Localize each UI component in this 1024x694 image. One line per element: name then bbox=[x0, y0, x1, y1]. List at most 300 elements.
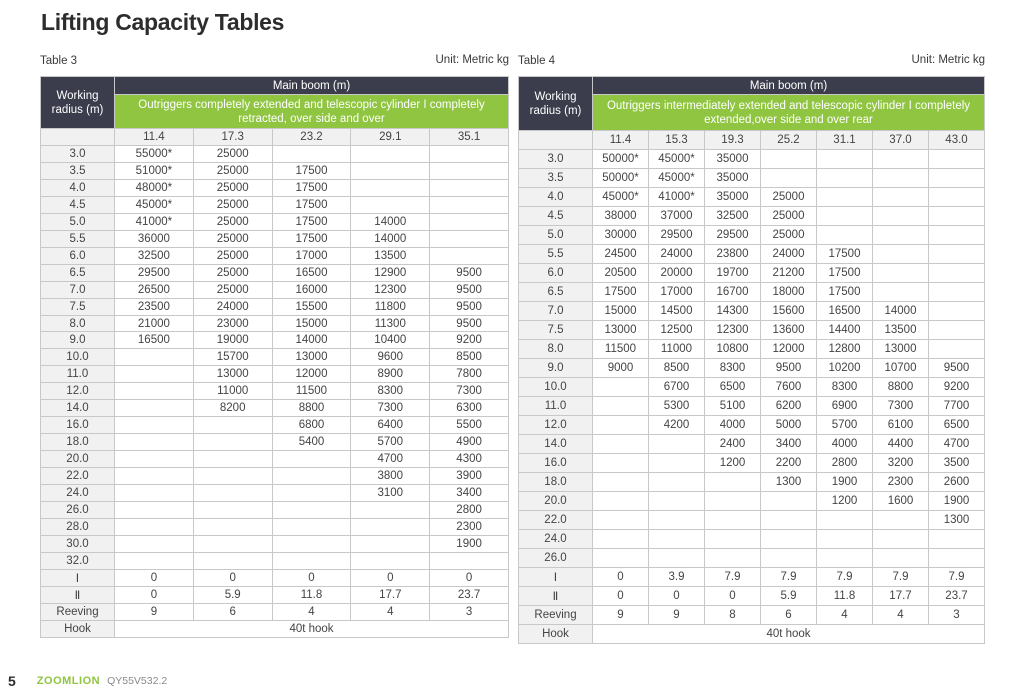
capacity-cell bbox=[272, 535, 351, 552]
table-row bbox=[519, 169, 985, 188]
footer-cell: 7.9 bbox=[817, 568, 873, 587]
boom-length-cell: 11.4 bbox=[115, 129, 194, 146]
capacity-cell: 36000 bbox=[115, 230, 194, 247]
capacity-cell: 18000 bbox=[761, 283, 817, 302]
capacity-cell bbox=[873, 245, 929, 264]
radius-cell: 11.0 bbox=[519, 397, 593, 416]
capacity-cell bbox=[761, 492, 817, 511]
capacity-cell: 15000 bbox=[272, 315, 351, 332]
table-row bbox=[41, 451, 509, 468]
footer-cell: 6 bbox=[761, 606, 817, 625]
table-3-unit: Unit: Metric kg bbox=[435, 54, 509, 66]
table-row bbox=[519, 511, 985, 530]
capacity-cell bbox=[115, 417, 194, 434]
capacity-cell bbox=[929, 530, 985, 549]
radius-cell: 3.0 bbox=[519, 150, 593, 169]
radius-cell: 10.0 bbox=[41, 349, 115, 366]
capacity-cell: 45000* bbox=[593, 188, 649, 207]
radius-cell: 7.5 bbox=[519, 321, 593, 340]
capacity-cell: 17500 bbox=[272, 179, 351, 196]
table-4-container bbox=[518, 54, 985, 644]
capacity-cell bbox=[115, 468, 194, 485]
radius-cell: 14.0 bbox=[41, 400, 115, 417]
capacity-cell bbox=[193, 451, 272, 468]
table-row bbox=[41, 213, 509, 230]
boom-length-cell: 19.3 bbox=[705, 131, 761, 150]
capacity-cell: 4700 bbox=[351, 451, 430, 468]
table-row bbox=[519, 188, 985, 207]
capacity-cell: 5700 bbox=[351, 434, 430, 451]
capacity-cell: 45000* bbox=[649, 150, 705, 169]
radius-cell: 24.0 bbox=[41, 485, 115, 502]
capacity-cell: 41000* bbox=[115, 213, 194, 230]
table-row bbox=[41, 502, 509, 519]
table-row bbox=[519, 435, 985, 454]
capacity-cell bbox=[351, 196, 430, 213]
radius-cell: 4.5 bbox=[41, 196, 115, 213]
table-row bbox=[41, 366, 509, 383]
capacity-cell bbox=[873, 188, 929, 207]
footer-cell: 11.8 bbox=[272, 586, 351, 603]
capacity-cell bbox=[929, 169, 985, 188]
table-row bbox=[519, 321, 985, 340]
capacity-cell bbox=[873, 511, 929, 530]
capacity-cell: 14400 bbox=[817, 321, 873, 340]
table-row bbox=[519, 283, 985, 302]
capacity-cell bbox=[272, 485, 351, 502]
capacity-cell bbox=[761, 150, 817, 169]
capacity-cell: 19000 bbox=[193, 332, 272, 349]
capacity-cell bbox=[351, 552, 430, 569]
capacity-cell: 9500 bbox=[430, 264, 509, 281]
radius-cell: 4.0 bbox=[519, 188, 593, 207]
footer-row bbox=[41, 569, 509, 586]
capacity-cell: 17500 bbox=[817, 264, 873, 283]
radius-cell: 18.0 bbox=[519, 473, 593, 492]
table-4-unit: Unit: Metric kg bbox=[911, 54, 985, 66]
capacity-cell: 7700 bbox=[929, 397, 985, 416]
capacity-cell bbox=[430, 230, 509, 247]
capacity-cell bbox=[193, 434, 272, 451]
capacity-cell bbox=[351, 179, 430, 196]
capacity-cell bbox=[272, 502, 351, 519]
capacity-cell: 16000 bbox=[272, 281, 351, 298]
radius-cell: 7.0 bbox=[519, 302, 593, 321]
capacity-cell: 32500 bbox=[705, 207, 761, 226]
capacity-cell bbox=[593, 511, 649, 530]
capacity-cell: 12800 bbox=[817, 340, 873, 359]
capacity-cell bbox=[430, 146, 509, 163]
capacity-cell: 15000 bbox=[593, 302, 649, 321]
capacity-cell: 5700 bbox=[817, 416, 873, 435]
capacity-cell: 30000 bbox=[593, 226, 649, 245]
capacity-cell bbox=[649, 492, 705, 511]
radius-cell: 4.0 bbox=[41, 179, 115, 196]
footer-cell: 0 bbox=[351, 569, 430, 586]
table-row bbox=[41, 518, 509, 535]
capacity-cell: 13500 bbox=[351, 247, 430, 264]
radius-cell: 6.5 bbox=[41, 264, 115, 281]
footer-cell: 0 bbox=[593, 587, 649, 606]
condition-header: Outriggers intermediately extended and telescopic cylinder I completely extended,over side and over rear bbox=[593, 95, 985, 131]
blank-cell bbox=[519, 131, 593, 150]
footer-row bbox=[41, 603, 509, 620]
capacity-cell bbox=[929, 283, 985, 302]
table-row bbox=[41, 535, 509, 552]
radius-cell: 8.0 bbox=[519, 340, 593, 359]
footer-row-label: Reeving bbox=[519, 606, 593, 625]
capacity-cell: 4400 bbox=[873, 435, 929, 454]
footer-cell: 9 bbox=[649, 606, 705, 625]
capacity-cell: 17000 bbox=[272, 247, 351, 264]
capacity-cell: 3500 bbox=[929, 454, 985, 473]
capacity-cell: 7300 bbox=[873, 397, 929, 416]
capacity-cell bbox=[873, 226, 929, 245]
footer-cell: 0 bbox=[593, 568, 649, 587]
footer-cell: 4 bbox=[272, 603, 351, 620]
capacity-cell: 24000 bbox=[761, 245, 817, 264]
radius-cell: 5.5 bbox=[519, 245, 593, 264]
capacity-cell bbox=[193, 468, 272, 485]
capacity-cell bbox=[272, 552, 351, 569]
boom-length-cell: 35.1 bbox=[430, 129, 509, 146]
footer-row bbox=[41, 586, 509, 603]
capacity-cell: 11300 bbox=[351, 315, 430, 332]
capacity-cell bbox=[649, 511, 705, 530]
capacity-cell: 8500 bbox=[649, 359, 705, 378]
capacity-cell: 25000 bbox=[193, 230, 272, 247]
capacity-cell: 55000* bbox=[115, 146, 194, 163]
capacity-cell bbox=[351, 162, 430, 179]
capacity-cell bbox=[351, 146, 430, 163]
table-row bbox=[519, 416, 985, 435]
capacity-cell bbox=[593, 397, 649, 416]
footer-row-label: Ⅱ bbox=[41, 586, 115, 603]
capacity-cell: 13000 bbox=[272, 349, 351, 366]
radius-cell: 6.5 bbox=[519, 283, 593, 302]
table-row bbox=[41, 434, 509, 451]
capacity-cell bbox=[351, 502, 430, 519]
capacity-cell: 7300 bbox=[430, 383, 509, 400]
capacity-cell bbox=[115, 552, 194, 569]
capacity-cell: 17500 bbox=[272, 196, 351, 213]
capacity-cell: 15500 bbox=[272, 298, 351, 315]
capacity-cell: 25000 bbox=[193, 196, 272, 213]
capacity-cell: 2400 bbox=[705, 435, 761, 454]
capacity-cell: 21200 bbox=[761, 264, 817, 283]
capacity-cell bbox=[873, 169, 929, 188]
footer-cell: 0 bbox=[115, 586, 194, 603]
page-footer bbox=[8, 674, 167, 688]
radius-cell: 16.0 bbox=[41, 417, 115, 434]
capacity-cell: 25000 bbox=[193, 213, 272, 230]
main-boom-header: Main boom (m) bbox=[115, 77, 509, 95]
capacity-cell: 14000 bbox=[873, 302, 929, 321]
capacity-cell bbox=[929, 340, 985, 359]
capacity-cell: 12900 bbox=[351, 264, 430, 281]
radius-cell: 5.5 bbox=[41, 230, 115, 247]
capacity-cell bbox=[761, 530, 817, 549]
capacity-cell: 45000* bbox=[115, 196, 194, 213]
radius-cell: 3.0 bbox=[41, 146, 115, 163]
table-row bbox=[41, 247, 509, 264]
radius-cell: 8.0 bbox=[41, 315, 115, 332]
capacity-cell bbox=[430, 247, 509, 264]
capacity-cell: 14500 bbox=[649, 302, 705, 321]
hook-value: 40t hook bbox=[115, 620, 509, 637]
capacity-cell: 3400 bbox=[430, 485, 509, 502]
table-row bbox=[41, 468, 509, 485]
capacity-cell bbox=[115, 535, 194, 552]
capacity-cell: 50000* bbox=[593, 169, 649, 188]
table-4 bbox=[518, 76, 985, 644]
radius-cell: 9.0 bbox=[41, 332, 115, 349]
capacity-cell bbox=[705, 473, 761, 492]
capacity-cell bbox=[593, 549, 649, 568]
capacity-cell bbox=[929, 302, 985, 321]
capacity-cell bbox=[115, 400, 194, 417]
capacity-cell: 45000* bbox=[649, 169, 705, 188]
capacity-cell: 25000 bbox=[761, 188, 817, 207]
capacity-cell: 9200 bbox=[929, 378, 985, 397]
capacity-cell: 29500 bbox=[705, 226, 761, 245]
table-row bbox=[41, 332, 509, 349]
capacity-cell bbox=[115, 502, 194, 519]
table-row bbox=[41, 146, 509, 163]
table-row bbox=[41, 230, 509, 247]
table-row bbox=[519, 340, 985, 359]
boom-length-cell: 37.0 bbox=[873, 131, 929, 150]
capacity-cell bbox=[873, 283, 929, 302]
footer-cell: 17.7 bbox=[873, 587, 929, 606]
capacity-cell bbox=[193, 485, 272, 502]
footer-cell: 6 bbox=[193, 603, 272, 620]
boom-length-cell: 25.2 bbox=[761, 131, 817, 150]
capacity-cell: 8900 bbox=[351, 366, 430, 383]
capacity-cell: 16500 bbox=[817, 302, 873, 321]
capacity-cell bbox=[705, 492, 761, 511]
table-row bbox=[519, 378, 985, 397]
footer-cell: 3 bbox=[929, 606, 985, 625]
table-row bbox=[519, 245, 985, 264]
capacity-cell bbox=[817, 188, 873, 207]
capacity-cell: 14000 bbox=[351, 213, 430, 230]
table-row bbox=[41, 298, 509, 315]
capacity-cell: 13000 bbox=[193, 366, 272, 383]
capacity-cell bbox=[649, 435, 705, 454]
capacity-cell: 6500 bbox=[929, 416, 985, 435]
capacity-cell bbox=[929, 226, 985, 245]
capacity-cell bbox=[873, 530, 929, 549]
capacity-cell: 4300 bbox=[430, 451, 509, 468]
footer-cell: 9 bbox=[115, 603, 194, 620]
capacity-cell: 8300 bbox=[351, 383, 430, 400]
capacity-cell bbox=[193, 535, 272, 552]
radius-cell: 9.0 bbox=[519, 359, 593, 378]
radius-cell: 3.5 bbox=[519, 169, 593, 188]
capacity-cell bbox=[115, 451, 194, 468]
radius-cell: 14.0 bbox=[519, 435, 593, 454]
capacity-cell: 32500 bbox=[115, 247, 194, 264]
radius-cell: 24.0 bbox=[519, 530, 593, 549]
radius-cell: 26.0 bbox=[41, 502, 115, 519]
capacity-cell: 9500 bbox=[761, 359, 817, 378]
capacity-cell: 17500 bbox=[817, 245, 873, 264]
capacity-cell bbox=[929, 321, 985, 340]
capacity-cell: 8800 bbox=[272, 400, 351, 417]
hook-row bbox=[519, 625, 985, 644]
capacity-cell: 24000 bbox=[193, 298, 272, 315]
capacity-cell: 2200 bbox=[761, 454, 817, 473]
capacity-cell: 50000* bbox=[593, 150, 649, 169]
capacity-cell bbox=[430, 213, 509, 230]
capacity-cell: 5100 bbox=[705, 397, 761, 416]
capacity-cell: 13000 bbox=[593, 321, 649, 340]
boom-length-cell: 15.3 bbox=[649, 131, 705, 150]
table-row bbox=[41, 552, 509, 569]
capacity-cell: 25000 bbox=[761, 207, 817, 226]
capacity-cell: 25000 bbox=[193, 264, 272, 281]
capacity-cell bbox=[873, 264, 929, 283]
radius-cell: 32.0 bbox=[41, 552, 115, 569]
capacity-cell: 2300 bbox=[873, 473, 929, 492]
capacity-cell bbox=[593, 435, 649, 454]
footer-row-label: Ⅰ bbox=[41, 569, 115, 586]
footer-row-label: Ⅰ bbox=[519, 568, 593, 587]
capacity-cell: 8200 bbox=[193, 400, 272, 417]
capacity-cell: 12500 bbox=[649, 321, 705, 340]
capacity-cell: 5300 bbox=[649, 397, 705, 416]
capacity-cell: 8800 bbox=[873, 378, 929, 397]
footer-cell: 7.9 bbox=[873, 568, 929, 587]
capacity-cell: 9000 bbox=[593, 359, 649, 378]
radius-cell: 22.0 bbox=[519, 511, 593, 530]
capacity-cell: 17500 bbox=[593, 283, 649, 302]
capacity-cell bbox=[593, 530, 649, 549]
hook-label: Hook bbox=[41, 620, 115, 637]
radius-cell: 26.0 bbox=[519, 549, 593, 568]
capacity-cell: 12000 bbox=[272, 366, 351, 383]
capacity-cell bbox=[929, 207, 985, 226]
table-row bbox=[519, 302, 985, 321]
table-row bbox=[41, 349, 509, 366]
radius-cell: 6.0 bbox=[41, 247, 115, 264]
footer-cell: 5.9 bbox=[761, 587, 817, 606]
table-row bbox=[41, 179, 509, 196]
table-row bbox=[519, 397, 985, 416]
capacity-cell bbox=[115, 518, 194, 535]
radius-cell: 20.0 bbox=[519, 492, 593, 511]
capacity-cell: 1200 bbox=[817, 492, 873, 511]
capacity-cell: 29500 bbox=[649, 226, 705, 245]
capacity-cell: 12300 bbox=[705, 321, 761, 340]
footer-cell: 7.9 bbox=[705, 568, 761, 587]
radius-cell: 16.0 bbox=[519, 454, 593, 473]
capacity-cell: 6300 bbox=[430, 400, 509, 417]
radius-cell: 5.0 bbox=[41, 213, 115, 230]
capacity-cell: 3800 bbox=[351, 468, 430, 485]
radius-cell: 18.0 bbox=[41, 434, 115, 451]
capacity-cell bbox=[593, 454, 649, 473]
capacity-cell: 25000 bbox=[761, 226, 817, 245]
capacity-cell: 17500 bbox=[272, 230, 351, 247]
capacity-cell: 19700 bbox=[705, 264, 761, 283]
capacity-cell: 24500 bbox=[593, 245, 649, 264]
capacity-cell bbox=[873, 207, 929, 226]
capacity-cell: 9500 bbox=[430, 281, 509, 298]
footer-cell: 5.9 bbox=[193, 586, 272, 603]
radius-cell: 7.5 bbox=[41, 298, 115, 315]
capacity-cell: 23000 bbox=[193, 315, 272, 332]
capacity-cell: 6100 bbox=[873, 416, 929, 435]
capacity-cell bbox=[705, 530, 761, 549]
capacity-cell: 17500 bbox=[272, 162, 351, 179]
capacity-cell: 1600 bbox=[873, 492, 929, 511]
footer-row-label: Ⅱ bbox=[519, 587, 593, 606]
working-radius-header: Working radius (m) bbox=[519, 77, 593, 131]
footer-cell: 23.7 bbox=[929, 587, 985, 606]
radius-cell: 3.5 bbox=[41, 162, 115, 179]
brand-logo: ZOOMLION bbox=[36, 675, 101, 687]
radius-cell: 10.0 bbox=[519, 378, 593, 397]
capacity-cell bbox=[430, 179, 509, 196]
capacity-cell: 25000 bbox=[193, 146, 272, 163]
footer-cell: 23.7 bbox=[430, 586, 509, 603]
capacity-cell: 3200 bbox=[873, 454, 929, 473]
footer-cell: 0 bbox=[705, 587, 761, 606]
capacity-cell: 6800 bbox=[272, 417, 351, 434]
capacity-cell: 1900 bbox=[817, 473, 873, 492]
page-number: 5 bbox=[8, 673, 16, 689]
capacity-cell: 2800 bbox=[817, 454, 873, 473]
capacity-cell: 16500 bbox=[115, 332, 194, 349]
capacity-cell: 3100 bbox=[351, 485, 430, 502]
footer-row bbox=[519, 587, 985, 606]
boom-length-cell: 43.0 bbox=[929, 131, 985, 150]
capacity-cell bbox=[115, 485, 194, 502]
footer-cell: 4 bbox=[873, 606, 929, 625]
capacity-cell: 26500 bbox=[115, 281, 194, 298]
boom-length-cell: 23.2 bbox=[272, 129, 351, 146]
table-row bbox=[41, 162, 509, 179]
radius-cell: 7.0 bbox=[41, 281, 115, 298]
table-row bbox=[41, 383, 509, 400]
capacity-cell: 13600 bbox=[761, 321, 817, 340]
capacity-cell: 8300 bbox=[705, 359, 761, 378]
capacity-cell: 21000 bbox=[115, 315, 194, 332]
capacity-cell: 14000 bbox=[351, 230, 430, 247]
capacity-cell: 37000 bbox=[649, 207, 705, 226]
capacity-cell bbox=[593, 473, 649, 492]
capacity-cell: 9500 bbox=[929, 359, 985, 378]
capacity-cell: 14000 bbox=[272, 332, 351, 349]
capacity-cell: 25000 bbox=[193, 281, 272, 298]
capacity-cell bbox=[649, 549, 705, 568]
footer-cell: 3 bbox=[430, 603, 509, 620]
footer-cell: 0 bbox=[272, 569, 351, 586]
capacity-cell: 10800 bbox=[705, 340, 761, 359]
capacity-cell bbox=[705, 511, 761, 530]
capacity-cell: 6500 bbox=[705, 378, 761, 397]
capacity-cell bbox=[193, 502, 272, 519]
capacity-cell bbox=[817, 511, 873, 530]
capacity-cell: 29500 bbox=[115, 264, 194, 281]
capacity-cell bbox=[430, 196, 509, 213]
footer-cell: 4 bbox=[351, 603, 430, 620]
footer-cell: 0 bbox=[649, 587, 705, 606]
footer-cell: 7.9 bbox=[929, 568, 985, 587]
hook-label: Hook bbox=[519, 625, 593, 644]
